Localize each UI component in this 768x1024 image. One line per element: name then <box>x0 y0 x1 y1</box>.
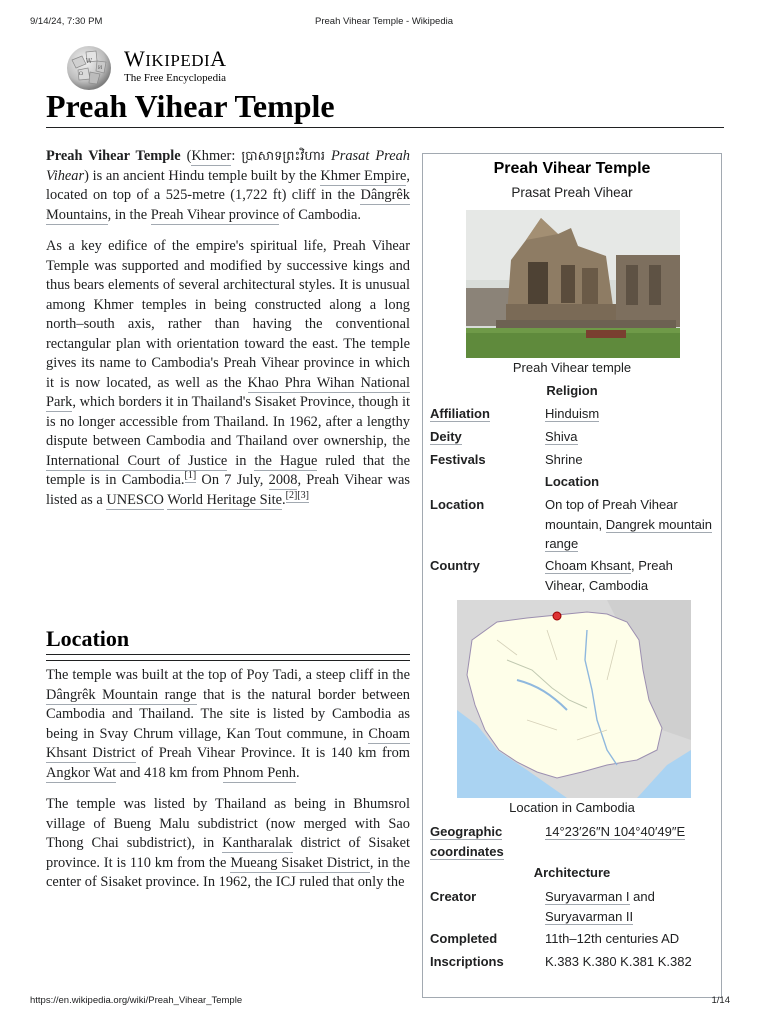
link-dangrek-range[interactable]: Dangrek mountain range <box>545 516 712 551</box>
khmer-script-name: ប្រាសាទព្រះវិហារ <box>241 149 325 164</box>
completed-value: 11th–12th centuries AD <box>545 931 680 946</box>
title-divider <box>46 127 724 128</box>
link-international-court-of-justice[interactable]: International Court of Justice <box>46 452 228 469</box>
page-title: Preah Vihear Temple <box>46 88 335 124</box>
print-page-number: 1/14 <box>711 995 730 1006</box>
country-label: Country <box>430 558 480 573</box>
infobox-section-location: Location <box>544 474 600 489</box>
svg-text:Ω: Ω <box>78 71 84 77</box>
completed-label: Completed <box>430 931 498 946</box>
section-divider-bottom <box>46 660 410 661</box>
photo-caption: Preah Vihear temple <box>512 360 632 375</box>
affiliation-label[interactable]: Affiliation <box>430 406 490 421</box>
festivals-value: Shrine <box>545 452 583 467</box>
link-phnom-penh[interactable]: Phnom Penh <box>222 764 297 781</box>
bold-article-name: Preah Vihear Temple <box>46 148 181 164</box>
link-kantharalak[interactable]: Kantharalak <box>222 835 293 851</box>
location-paragraph-1: The temple was built at the top of Poy Tadi, a steep cliff in the Dângrêk Mountain range that is the natural border between Cambodia and Thailand. The site is listed by Cambodia as being in Svay Chrum village, Kan Tout commune, in Choam Khsant District of Preah Vihear Province. It is 140 km from Angkor Wat and 418 km from Phnom Penh. <box>46 667 410 781</box>
affiliation-value[interactable]: Hinduism <box>545 406 600 421</box>
festivals-label: Festivals <box>430 452 486 467</box>
svg-text:И: И <box>97 65 103 71</box>
section-heading-location: Location <box>46 626 130 651</box>
creator-value: Suryavarman I and Suryavarman II <box>545 889 655 924</box>
history-paragraph: As a key edifice of the empire's spiritual life, Preah Vihear Temple was supported and modified by successive kings and thus bears elements of several architectural styles. It is unusual among Khmer temples in being constructed along a long north–south axis, rather than having the conventional rectangular plan with orientation toward the east. The temple gives its name to Cambodia's Preah Vihear province in which it is now located, as well as the Khao Phra Wihan National Park, which borders it in Thailand's Sisaket Province, though it is no longer accessible from Thailand. In 1962, after a lengthy dispute between Cambodia and Thailand over ownership, the International Court of Justice in the Hague ruled that the temple is in Cambodia.[1] On 7 July, 2008, Preah Vihear was listed as a UNESCO World Heritage Site.[2][3] <box>46 238 411 508</box>
wikipedia-logo[interactable] <box>64 42 264 90</box>
section-divider-top <box>46 654 410 655</box>
link-unesco[interactable]: UNESCO <box>106 491 164 508</box>
print-url: https://en.wikipedia.org/wiki/Preah_Vihear_Temple <box>30 995 243 1006</box>
wikipedia-tagline: The Free Encyclopedia <box>124 72 227 84</box>
deity-value[interactable]: Shiva <box>545 429 578 444</box>
link-dangrek-mountains[interactable]: Dângrêk Mountains <box>46 187 410 223</box>
link-khao-phra-wihan-park[interactable]: Khao Phra Wihan National Park <box>46 374 411 410</box>
wikipedia-wordmark: WIKIPEDIA <box>124 46 227 71</box>
link-choam-khsant-district[interactable]: Choam Khsant District <box>46 725 410 761</box>
infobox-section-architecture: Architecture <box>533 865 611 880</box>
link-suryavarman-i[interactable]: Suryavarman I <box>545 889 630 904</box>
article-intro <box>46 147 410 522</box>
infobox-title: Preah Vihear Temple <box>493 160 651 177</box>
country-value: Choam Khsant, Preah Vihear, Cambodia <box>545 558 673 593</box>
creator-label: Creator <box>430 889 477 904</box>
location-value: On top of Preah Vihear mountain, Dangrek mountain range <box>545 497 712 551</box>
infobox-subtitle: Prasat Preah Vihear <box>511 185 633 200</box>
infobox <box>422 153 722 998</box>
location-label: Location <box>430 497 485 512</box>
khmer-romanized-name: Prasat Preah Vihear <box>46 148 410 184</box>
map-caption: Location in Cambodia <box>509 800 635 815</box>
link-khmer-language[interactable]: Khmer <box>191 148 232 164</box>
coordinates-value[interactable]: 14°23′26″N 104°40′49″E <box>545 824 686 839</box>
location-section-body <box>46 666 410 905</box>
temple-photo[interactable] <box>466 210 680 358</box>
infobox-section-religion: Religion <box>546 383 598 398</box>
intro-paragraph: Preah Vihear Temple (Khmer: ប្រាសាទព្រះវិហារ Prasat Preah Vihear) is an ancient Hindu temple built by the Khmer Empire, located on top of a 525-metre (1,722 ft) cliff in the Dângrêk Mountains, in the Preah Vihear province of Cambodia. <box>46 148 410 223</box>
print-timestamp: 9/14/24, 7:30 PM <box>30 16 103 27</box>
reference-3[interactable]: [3] <box>297 489 309 501</box>
link-suryavarman-ii[interactable]: Suryavarman II <box>545 908 634 924</box>
inscriptions-value: K.383 K.380 K.381 K.382 <box>545 954 692 969</box>
print-footer <box>30 995 738 1009</box>
link-preah-vihear-province[interactable]: Preah Vihear province <box>150 206 280 223</box>
coordinates-label: Geographic coordinates <box>430 824 504 859</box>
link-khmer-empire[interactable]: Khmer Empire <box>320 167 407 184</box>
print-header <box>30 16 738 30</box>
link-choam-khsant[interactable]: Choam Khsant <box>545 558 631 573</box>
cambodia-location-map[interactable] <box>457 600 691 798</box>
svg-text:W: W <box>85 58 93 65</box>
link-dangrek-mountain-range[interactable]: Dângrêk Mountain range <box>46 686 197 703</box>
reference-2[interactable]: [2] <box>285 489 298 501</box>
deity-label[interactable]: Deity <box>430 429 462 444</box>
link-2008[interactable]: 2008 <box>268 472 298 488</box>
link-angkor-wat[interactable]: Angkor Wat <box>46 764 117 781</box>
link-world-heritage-site[interactable]: World Heritage Site <box>167 491 283 508</box>
link-mueang-sisaket-district[interactable]: Mueang Sisaket District <box>230 854 370 871</box>
location-paragraph-2: The temple was listed by Thailand as being in Bhumsrol village of Bueng Malu subdistrict (now merged with Sao Thong Chai subdistrict), in Kantharalak district of Sisaket province. It is 110 km from the Mueang Sisaket District, in the center of Sisaket province. In 1962, the ICJ ruled that only the <box>46 796 411 890</box>
print-page-title: Preah Vihear Temple - Wikipedia <box>315 16 453 27</box>
reference-1[interactable]: [1] <box>184 470 197 482</box>
inscriptions-label: Inscriptions <box>430 954 504 969</box>
link-the-hague[interactable]: the Hague <box>254 452 318 469</box>
